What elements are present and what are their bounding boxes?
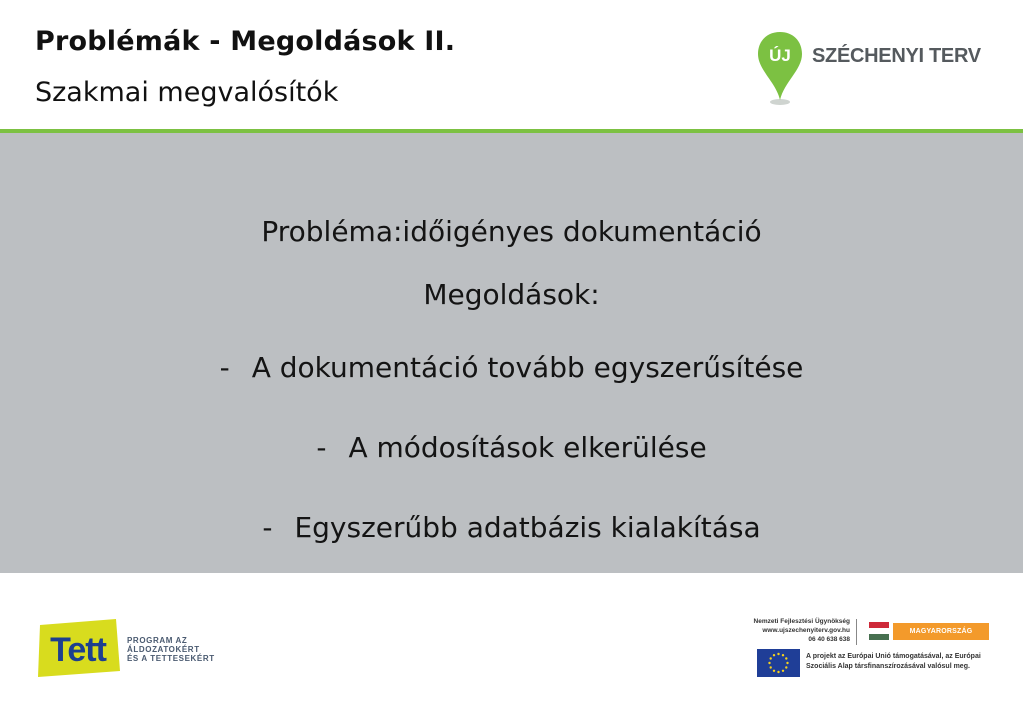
page-subtitle: Szakmai megvalósítók [35, 77, 339, 108]
agency-url: www.ujszechenyiterv.gov.hu [762, 627, 850, 634]
eu-funding-text: A projekt az Európai Unió támogatásával, az Európai Szociális Alap társfinanszírozásával valósul meg. [806, 653, 981, 670]
tagline-line: ÉS A TETTESEKÉRT [127, 654, 215, 663]
header [0, 0, 1023, 130]
bullet-dash: - [316, 431, 327, 464]
eu-flag-icon [757, 649, 800, 677]
bullet-dash: - [262, 511, 273, 544]
solutions-heading: Megoldások: [423, 278, 600, 311]
agency-info [700, 617, 850, 644]
bullet-dash: - [219, 351, 230, 384]
hungarian-flag-icon [869, 622, 889, 640]
solution-item [0, 431, 1023, 464]
footer-divider [856, 619, 857, 645]
problem-text: Probléma:időigényes dokumentáció [261, 215, 762, 248]
solution-text: Egyszerűbb adatbázis kialakítása [294, 511, 761, 544]
page-title: Problémák - Megoldások II. [35, 26, 456, 57]
pin-text: ÚJ [769, 46, 791, 65]
tett-wordmark: Tett [50, 631, 106, 669]
content-panel [0, 133, 1023, 573]
logo-brand-text: SZÉCHENYI TERV [812, 45, 981, 67]
tagline-line: ÁLDOZATOKÉRT [127, 645, 200, 654]
magyarorszag-megujul-label: MAGYARORSZÁG MEGÚJUL [893, 623, 989, 640]
tett-tagline [127, 636, 217, 663]
solution-text: A módosítások elkerülése [348, 431, 707, 464]
map-pin-icon [756, 30, 804, 106]
footer [0, 573, 1023, 712]
agency-name: Nemzeti Fejlesztési Ügynökség [753, 618, 850, 625]
tett-logo [36, 617, 122, 679]
solution-text: A dokumentáció tovább egyszerűsítése [251, 351, 804, 384]
agency-phone: 06 40 638 638 [808, 636, 850, 643]
tagline-line: PROGRAM AZ [127, 636, 188, 645]
solution-item [0, 511, 1023, 544]
szechenyi-terv-logo [756, 30, 996, 106]
solution-item [0, 351, 1023, 384]
